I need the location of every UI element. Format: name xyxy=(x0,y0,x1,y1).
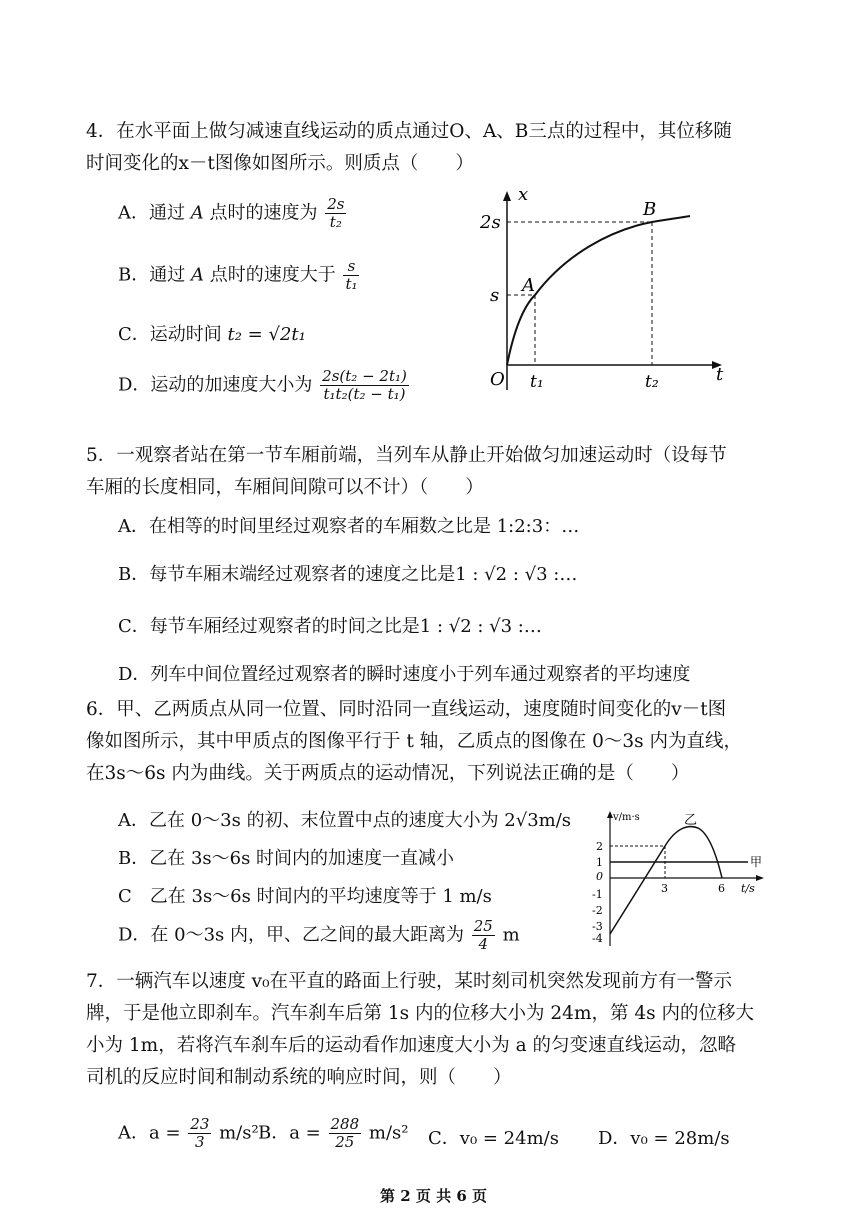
q4-xt-graph xyxy=(480,185,740,405)
q7-option-a-unit: m/s² xyxy=(219,1122,259,1144)
q6-option-a[interactable]: A．乙在 0～3s 的初、末位置中点的速度大小为 2√3m/s xyxy=(118,810,572,831)
q6-x-arrow xyxy=(756,875,764,881)
q4-option-b-num: s xyxy=(343,258,359,276)
q4-axis-t-label: t xyxy=(716,364,724,385)
q6-tick-m4: -4 xyxy=(592,932,603,945)
q6-tick-1: 1 xyxy=(596,856,603,869)
q6-label-jia: 甲 xyxy=(750,855,763,869)
q6-tick-2: 2 xyxy=(596,840,603,853)
q6-stem-line1: 6．甲、乙两质点从同一位置、同时沿同一直线运动，速度随时间变化的v－t图 xyxy=(86,699,727,720)
q5-option-d[interactable]: D．列车中间位置经过观察者的瞬时速度小于列车通过观察者的平均速度 xyxy=(118,664,691,685)
q4-axis-x-label: x xyxy=(518,185,529,205)
q7-option-b-num: 288 xyxy=(330,1115,360,1133)
q4-option-b-suffix: 点时的速度大于 xyxy=(209,264,336,286)
q7-option-a-num: 23 xyxy=(190,1115,210,1133)
q4-point-a: A xyxy=(522,275,535,296)
q6-yi-line xyxy=(610,846,665,934)
q6-stem xyxy=(86,694,776,790)
q7-option-a[interactable] xyxy=(118,1116,259,1151)
q4-option-b-den: t₁ xyxy=(345,275,358,293)
q6-tick-m2: -2 xyxy=(592,904,603,917)
q6-tick-t6: 6 xyxy=(718,882,725,895)
q5-option-c[interactable]: C．每节车厢经过观察者的时间之比是1 : √2 : √3 :… xyxy=(118,616,542,637)
q4-option-c[interactable] xyxy=(118,320,306,346)
q4-option-a-suffix: 点时的速度为 xyxy=(209,202,318,224)
q4-option-d-num: 2s(t₂ − 2t₁) xyxy=(322,367,407,385)
page-footer: 第 2 页 共 6 页 xyxy=(380,1187,487,1205)
q4-option-b-point: A xyxy=(190,264,204,286)
q4-option-c-formula: t₂ = √2t₁ xyxy=(227,324,306,345)
q6-option-d[interactable] xyxy=(118,918,520,953)
q5-option-b[interactable]: B．每节车厢末端经过观察者的速度之比是1 : √2 : √3 :… xyxy=(118,564,578,585)
q4-tick-2s: 2s xyxy=(480,212,501,233)
q6-tick-0: 0 xyxy=(596,870,603,883)
q4-origin-label: O xyxy=(490,369,505,390)
q4-option-d-den: t₁t₂(t₂ − t₁) xyxy=(323,385,406,403)
q6-tick-m1: -1 xyxy=(592,888,603,901)
q4-option-d[interactable] xyxy=(118,368,411,403)
q6-tick-m3: -3 xyxy=(592,920,603,933)
q6-option-d-num: 25 xyxy=(473,917,493,935)
q4-option-a-num: 2s xyxy=(327,195,345,213)
q7-stem-line4: 司机的反应时间和制动系统的响应时间，则（ ） xyxy=(86,1067,512,1088)
q7-option-a-fraction xyxy=(188,1116,211,1151)
q7-stem xyxy=(86,966,776,1094)
q6-yi-curve xyxy=(665,827,722,878)
q6-option-d-den: 4 xyxy=(478,935,489,953)
q4-option-d-text: D．运动的加速度大小为 xyxy=(118,374,313,396)
q7-option-b-den: 25 xyxy=(335,1133,355,1151)
q7-option-b-prefix: B．a = xyxy=(258,1122,321,1144)
q6-option-d-fraction xyxy=(472,918,495,953)
q6-vt-graph xyxy=(588,808,778,948)
q6-option-c[interactable]: C 乙在 3s～6s 时间内的平均速度等于 1 m/s xyxy=(118,886,492,907)
q7-stem-line1: 7．一辆汽车以速度 v₀在平直的路面上行驶，某时刻司机突然发现前方有一警示 xyxy=(86,971,733,992)
q6-tick-t3: 3 xyxy=(661,882,668,895)
q4-option-a-prefix: A．通过 xyxy=(118,202,185,224)
q4-tick-t1: t₁ xyxy=(530,372,544,392)
q6-y-label: v/m·s xyxy=(613,812,640,823)
q4-tick-s: s xyxy=(490,285,500,306)
q7-stem-line3: 小为 1m，若将汽车刹车后的运动看作加速度大小为 a 的匀变速直线运动，忽略 xyxy=(86,1035,736,1056)
q4-option-b-fraction xyxy=(343,258,359,293)
q5-stem-line1: 5．一观察者站在第一节车厢前端，当列车从静止开始做匀加速运动时（设每节 xyxy=(86,445,727,466)
q4-stem xyxy=(86,116,776,180)
q6-option-d-unit: m xyxy=(502,924,520,946)
q4-stem-line1: 4．在水平面上做匀减速直线运动的质点通过O、A、B三点的过程中，其位移随 xyxy=(86,121,732,142)
q4-option-d-fraction xyxy=(320,368,409,403)
q5-stem-line2: 车厢的长度相同，车厢间间隙可以不计）（ ） xyxy=(86,477,484,498)
q4-option-a-fraction xyxy=(325,196,346,231)
q4-option-a-point: A xyxy=(190,202,204,224)
q4-option-c-text: C．运动时间 xyxy=(118,324,222,345)
q5-option-a[interactable]: A．在相等的时间里经过观察者的车厢数之比是 1:2:3：… xyxy=(118,516,580,537)
q5-stem xyxy=(86,440,776,504)
q6-stem-line3: 在3s～6s 内为曲线。关于两质点的运动情况，下列说法正确的是（ ） xyxy=(86,763,690,784)
q7-option-b-unit: m/s² xyxy=(368,1122,409,1144)
q4-tick-t2: t₂ xyxy=(645,372,659,392)
q6-stem-line2: 像如图所示，其中甲质点的图像平行于 t 轴，乙质点的图像在 0～3s 内为直线， xyxy=(86,731,742,752)
q4-stem-line2: 时间变化的x－t图像如图所示。则质点（ ） xyxy=(86,153,474,174)
q7-option-a-den: 3 xyxy=(195,1133,205,1151)
q4-y-arrow xyxy=(503,191,511,201)
q4-option-b[interactable] xyxy=(118,258,361,293)
q7-option-c[interactable]: C．v₀ = 24m/s xyxy=(428,1128,559,1149)
q4-point-b: B xyxy=(643,199,657,220)
q7-option-d[interactable]: D．v₀ = 28m/s xyxy=(598,1128,730,1149)
q7-option-b-fraction xyxy=(329,1116,362,1151)
q6-x-label: t/s xyxy=(741,882,755,895)
q6-label-yi: 乙 xyxy=(684,813,698,828)
q4-option-b-prefix: B．通过 xyxy=(118,264,186,286)
q7-option-b[interactable] xyxy=(258,1116,408,1151)
q4-option-a[interactable] xyxy=(118,196,348,231)
q6-option-d-text: D．在 0～3s 内，甲、乙之间的最大距离为 xyxy=(118,924,465,946)
q6-option-b[interactable]: B．乙在 3s～6s 时间内的加速度一直减小 xyxy=(118,848,455,869)
q7-stem-line2: 牌，于是他立即刹车。汽车刹车后第 1s 内的位移大小为 24m，第 4s 内的位移大 xyxy=(86,1003,755,1024)
q7-option-a-prefix: A．a = xyxy=(118,1122,181,1144)
q4-option-a-den: t₂ xyxy=(329,213,342,231)
